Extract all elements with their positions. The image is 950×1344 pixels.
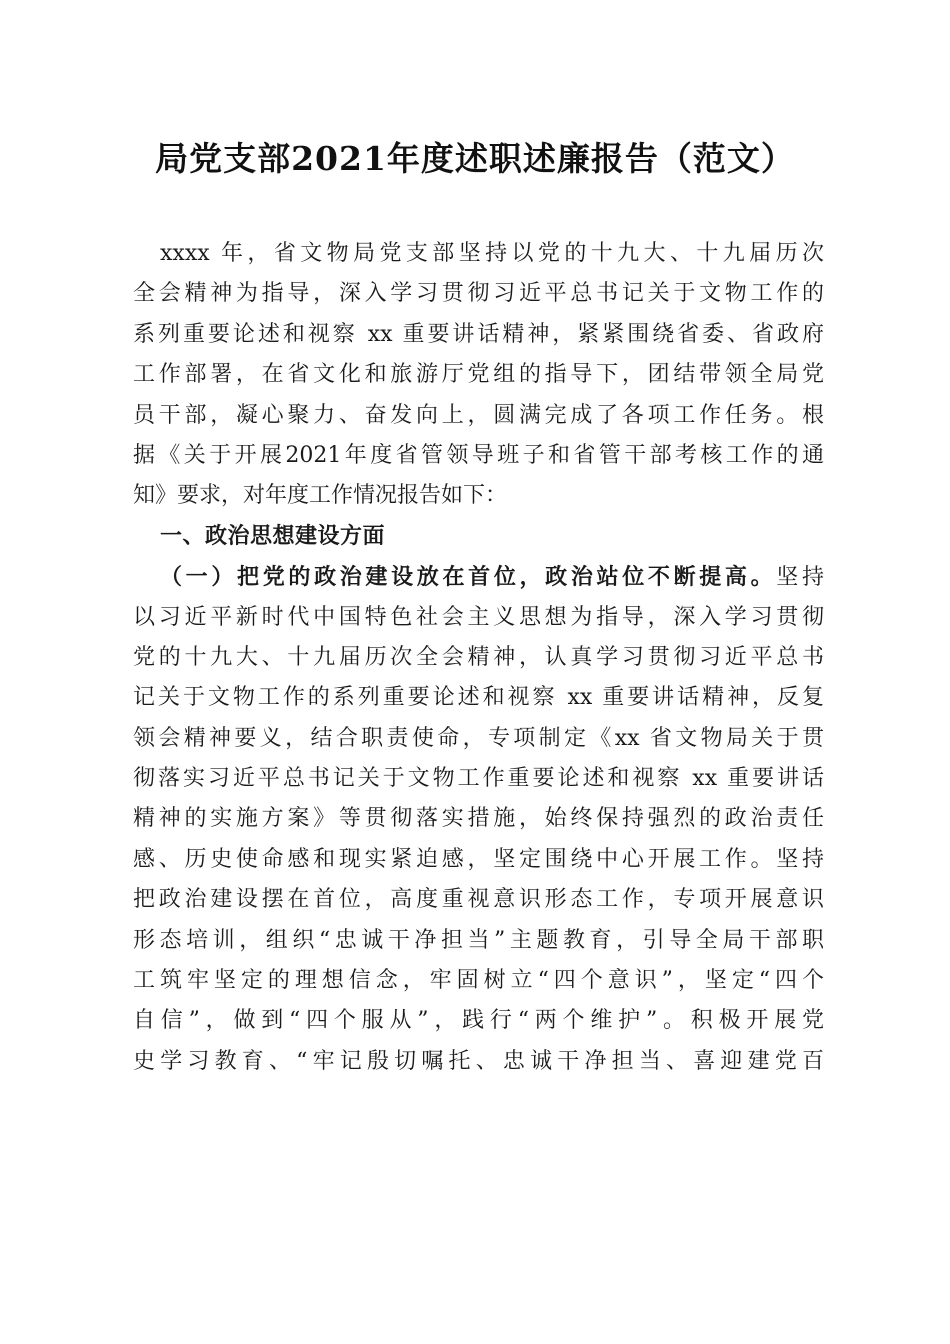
paragraph-line: 精神的实施方案》等贯彻落实措施，始终保持强烈的政治责任 (133, 806, 824, 832)
paragraph-line: 以习近平新时代中国特色社会主义思想为指导，深入学习贯彻 (133, 604, 824, 630)
document-body (133, 234, 824, 1082)
paragraph-line: 形态培训，组织“忠诚干净担当”主题教育，引导全局干部职 (133, 927, 824, 953)
intro-line: 全会精神为指导，深入学习贯彻习近平总书记关于文物工作的 (133, 281, 824, 307)
paragraph-line: 领会精神要义，结合职责使命，专项制定《xx 省文物局关于贯 (133, 725, 824, 751)
intro-line: 知》要求，对年度工作情况报告如下： (133, 483, 508, 509)
intro-line: xxxx 年，省文物局党支部坚持以党的十九大、十九届历次 (160, 241, 824, 266)
paragraph-line: 把政治建设摆在首位，高度重视意识形态工作，专项开展意识 (133, 887, 824, 913)
paragraph-line: 记关于文物工作的系列重要论述和视察 xx 重要讲话精神，反复 (133, 685, 824, 711)
intro-line: 系列重要论述和视察 xx 重要讲话精神，紧紧围绕省委、省政府 (133, 321, 824, 347)
subsection-first-rest: 坚持 (776, 565, 824, 591)
section-heading: 一、政治思想建设方面 (160, 523, 386, 549)
paragraph-line: 党的十九大、十九届历次全会精神，认真学习贯彻习近平总书 (133, 644, 824, 670)
paragraph-line: 彻落实习近平总书记关于文物工作重要论述和视察 xx 重要讲话 (133, 766, 824, 792)
subsection-heading: （一）把党的政治建设放在首位，政治站位不断提高。 (160, 564, 777, 591)
paragraph-line: 工筑牢坚定的理想信念，牢固树立“四个意识”，坚定“四个 (133, 968, 824, 994)
document-title: 局党支部2021年度述职述廉报告（范文） (155, 139, 795, 178)
intro-line: 员干部，凝心聚力、奋发向上，圆满完成了各项工作任务。根 (133, 402, 824, 428)
intro-line: 工作部署，在省文化和旅游厅党组的指导下，团结带领全局党 (133, 362, 824, 388)
paragraph-line: 感、历史使命感和现实紧迫感，坚定围绕中心开展工作。坚持 (133, 846, 824, 872)
subsection-first-line (133, 557, 824, 597)
paragraph-line: 史学习教育、“牢记殷切嘱托、忠诚干净担当、喜迎建党百 (133, 1048, 824, 1074)
paragraph-line: 自信”，做到“四个服从”，践行“两个维护”。积极开展党 (133, 1008, 824, 1034)
intro-line: 据《关于开展2021年度省管领导班子和省管干部考核工作的通 (133, 442, 824, 468)
